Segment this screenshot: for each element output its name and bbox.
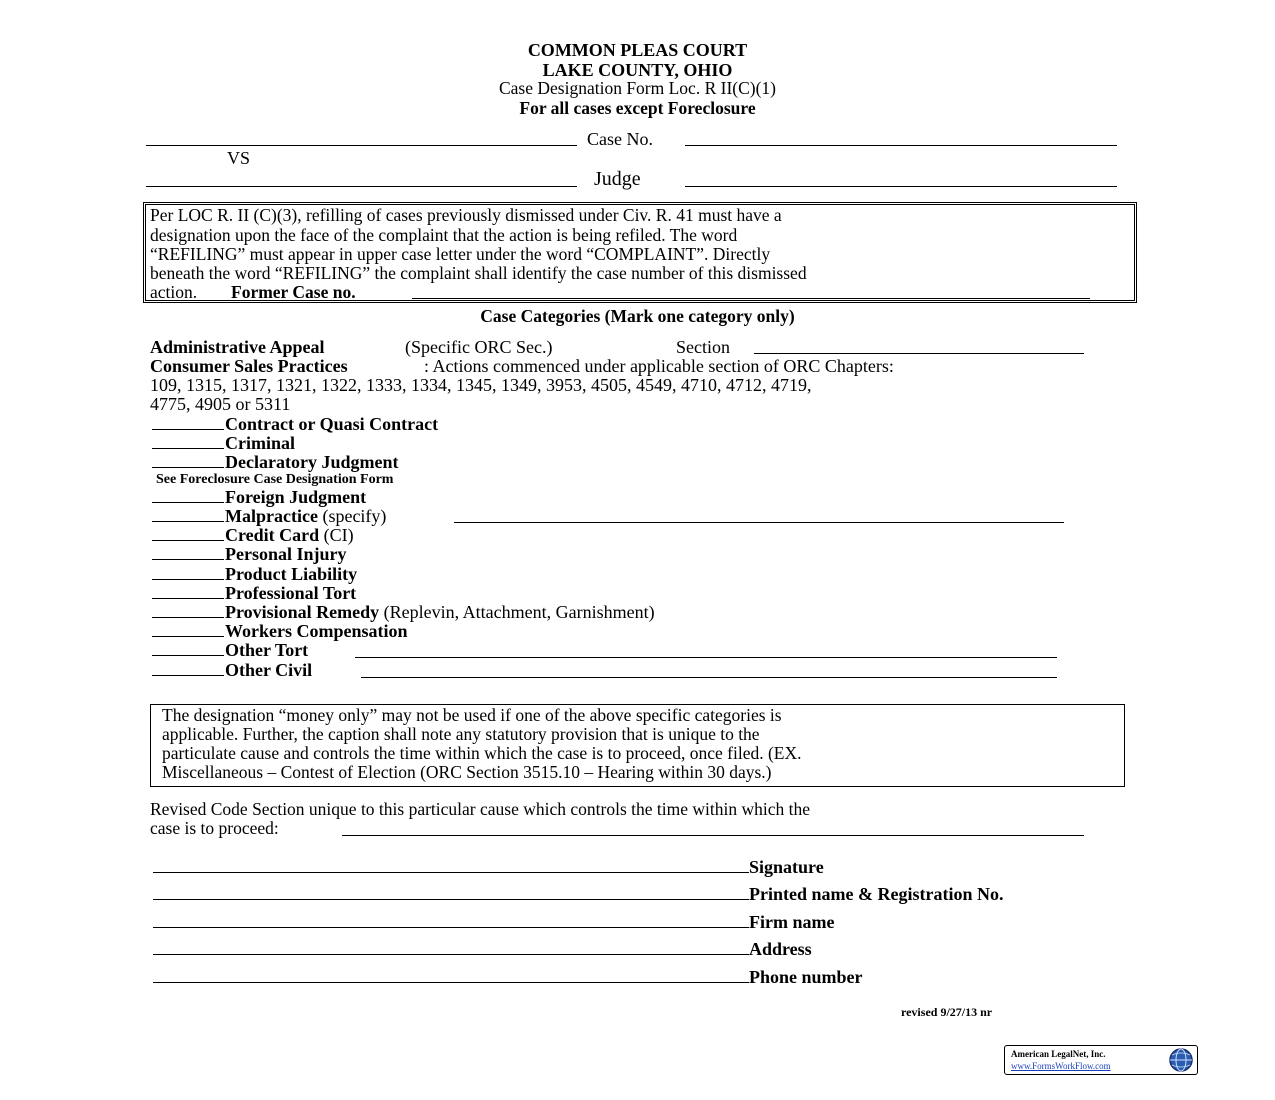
address-label: Address [749,939,812,959]
category-checkbox[interactable] [152,622,224,637]
category-checkbox[interactable] [152,661,224,676]
category-checkbox[interactable] [152,526,224,541]
signature-row[interactable] [153,858,824,877]
firm-name-row[interactable] [153,913,834,932]
form-title: Case Designation Form Loc. R II(C)(1) [498,78,777,98]
category-label: Contract or Quasi Contract [225,414,439,434]
category-label: Other Civil [225,660,313,680]
category-note: (Replevin, Attachment, Garnishment) [383,602,655,622]
publisher-name: American LegalNet, Inc. [1011,1049,1106,1059]
category-declaratory-judgment[interactable] [152,453,398,472]
category-label: Other Tort [225,640,309,660]
category-checkbox[interactable] [152,565,224,580]
printed-name-row[interactable] [153,885,1003,904]
malpractice-specify-field[interactable] [454,522,1064,523]
category-other-civil[interactable] [152,661,312,680]
category-credit-card[interactable] [152,526,354,545]
section-field[interactable] [754,353,1084,354]
printed-name-field[interactable] [153,885,749,900]
revised-code-line-1: Revised Code Section unique to this particular cause which controls the time within which the [150,799,810,819]
money-only-line-3: particulate cause and controls the time within which the case is to proceed, once filed. (EX. [162,743,802,763]
category-label: Personal Injury [225,544,347,564]
defendant-field[interactable] [146,186,577,187]
category-product-liability[interactable] [152,565,357,584]
category-note: (specify) [322,506,387,526]
category-label: Declaratory Judgment [225,452,399,472]
category-criminal[interactable] [152,434,295,453]
category-foreign-judgment[interactable] [152,488,366,507]
category-other-tort[interactable] [152,641,308,660]
plaintiff-field[interactable] [146,145,577,146]
address-row[interactable] [153,940,812,959]
admin-appeal-note: (Specific ORC Sec.) [405,337,553,357]
category-label: Criminal [225,433,295,453]
revised-code-line-2: case is to proceed: [150,818,279,838]
category-provisional-remedy[interactable] [152,603,655,622]
revision-note: revised 9/27/13 nr [901,1005,993,1019]
other-tort-field[interactable] [355,657,1057,658]
category-label: Product Liability [225,564,358,584]
court-name: COMMON PLEAS COURT [527,40,748,60]
money-only-line-2: applicable. Further, the caption shall note any statutory provision that is unique to the [162,724,760,744]
phone-label: Phone number [749,967,863,987]
refiling-line-2: designation upon the face of the complaint that the action is being refiled. The word [150,225,738,245]
category-checkbox[interactable] [152,488,224,503]
consumer-sales-line-2: 109, 1315, 1317, 1321, 1322, 1333, 1334, 1345, 1349, 3953, 4505, 4549, 4710, 4712, 4719, [150,375,812,395]
categories-heading: Case Categories (Mark one category only) [480,306,795,326]
category-malpractice[interactable] [152,507,386,526]
category-checkbox[interactable] [152,507,224,522]
vs-label: VS [227,148,251,168]
phone-field[interactable] [153,968,749,983]
signature-field[interactable] [153,858,749,873]
signature-label: Signature [749,857,824,877]
county-name: LAKE COUNTY, OHIO [542,60,733,80]
form-scope: For all cases except Foreclosure [519,98,756,118]
section-label: Section [676,337,730,357]
consumer-sales-label: Consumer Sales Practices [150,356,348,376]
money-only-line-4: Miscellaneous – Contest of Election (ORC Section 3515.10 – Hearing within 30 days.) [162,762,772,782]
category-label: Foreign Judgment [225,487,367,507]
category-professional-tort[interactable] [152,584,356,603]
printed-name-label: Printed name & Registration No. [749,884,1004,904]
phone-row[interactable] [153,968,863,987]
category-label: Professional Tort [225,583,357,603]
category-label: Provisional Remedy [225,602,380,622]
category-personal-injury[interactable] [152,545,347,564]
category-checkbox[interactable] [152,603,224,618]
category-label: Malpractice [225,506,318,526]
firm-name-field[interactable] [153,913,749,928]
address-field[interactable] [153,940,749,955]
judge-label: Judge [594,168,641,190]
category-checkbox[interactable] [152,545,224,560]
admin-appeal-label: Administrative Appeal [150,337,325,357]
publisher-logo[interactable] [1004,1045,1198,1075]
foreclosure-note: See Foreclosure Case Designation Form [156,472,394,487]
judge-field[interactable] [685,186,1117,187]
category-note: (CI) [323,525,354,545]
former-case-field[interactable] [412,298,1090,299]
category-checkbox[interactable] [152,434,224,449]
money-only-line-1: The designation “money only” may not be used if one of the above specific categories is [162,705,782,725]
case-no-field[interactable] [685,145,1117,146]
case-no-label: Case No. [587,129,653,149]
category-contract[interactable] [152,415,438,434]
consumer-sales-line-1: : Actions commenced under applicable section of ORC Chapters: [424,356,894,376]
globe-icon [1168,1047,1194,1073]
category-workers-compensation[interactable] [152,622,408,641]
category-checkbox[interactable] [152,584,224,599]
category-label: Credit Card [225,525,320,545]
former-case-label: Former Case no. [231,282,356,302]
refiling-line-3: “REFILING” must appear in upper case letter under the word “COMPLAINT”. Directly [150,244,771,264]
category-checkbox[interactable] [152,453,224,468]
category-checkbox[interactable] [152,641,224,656]
other-civil-field[interactable] [361,677,1057,678]
category-label: Workers Compensation [225,621,408,641]
publisher-website-link[interactable]: www.FormsWorkFlow.com [1011,1061,1111,1071]
consumer-sales-line-3: 4775, 4905 or 5311 [150,394,291,414]
category-checkbox[interactable] [152,415,224,430]
firm-name-label: Firm name [749,912,835,932]
refiling-line-1: Per LOC R. II (C)(3), refilling of cases previously dismissed under Civ. R. 41 must have a [150,205,782,225]
revised-code-field[interactable] [342,835,1084,836]
refiling-line-5: action. [150,282,198,302]
refiling-line-4: beneath the word “REFILING” the complaint shall identify the case number of this dismissed [150,263,807,283]
